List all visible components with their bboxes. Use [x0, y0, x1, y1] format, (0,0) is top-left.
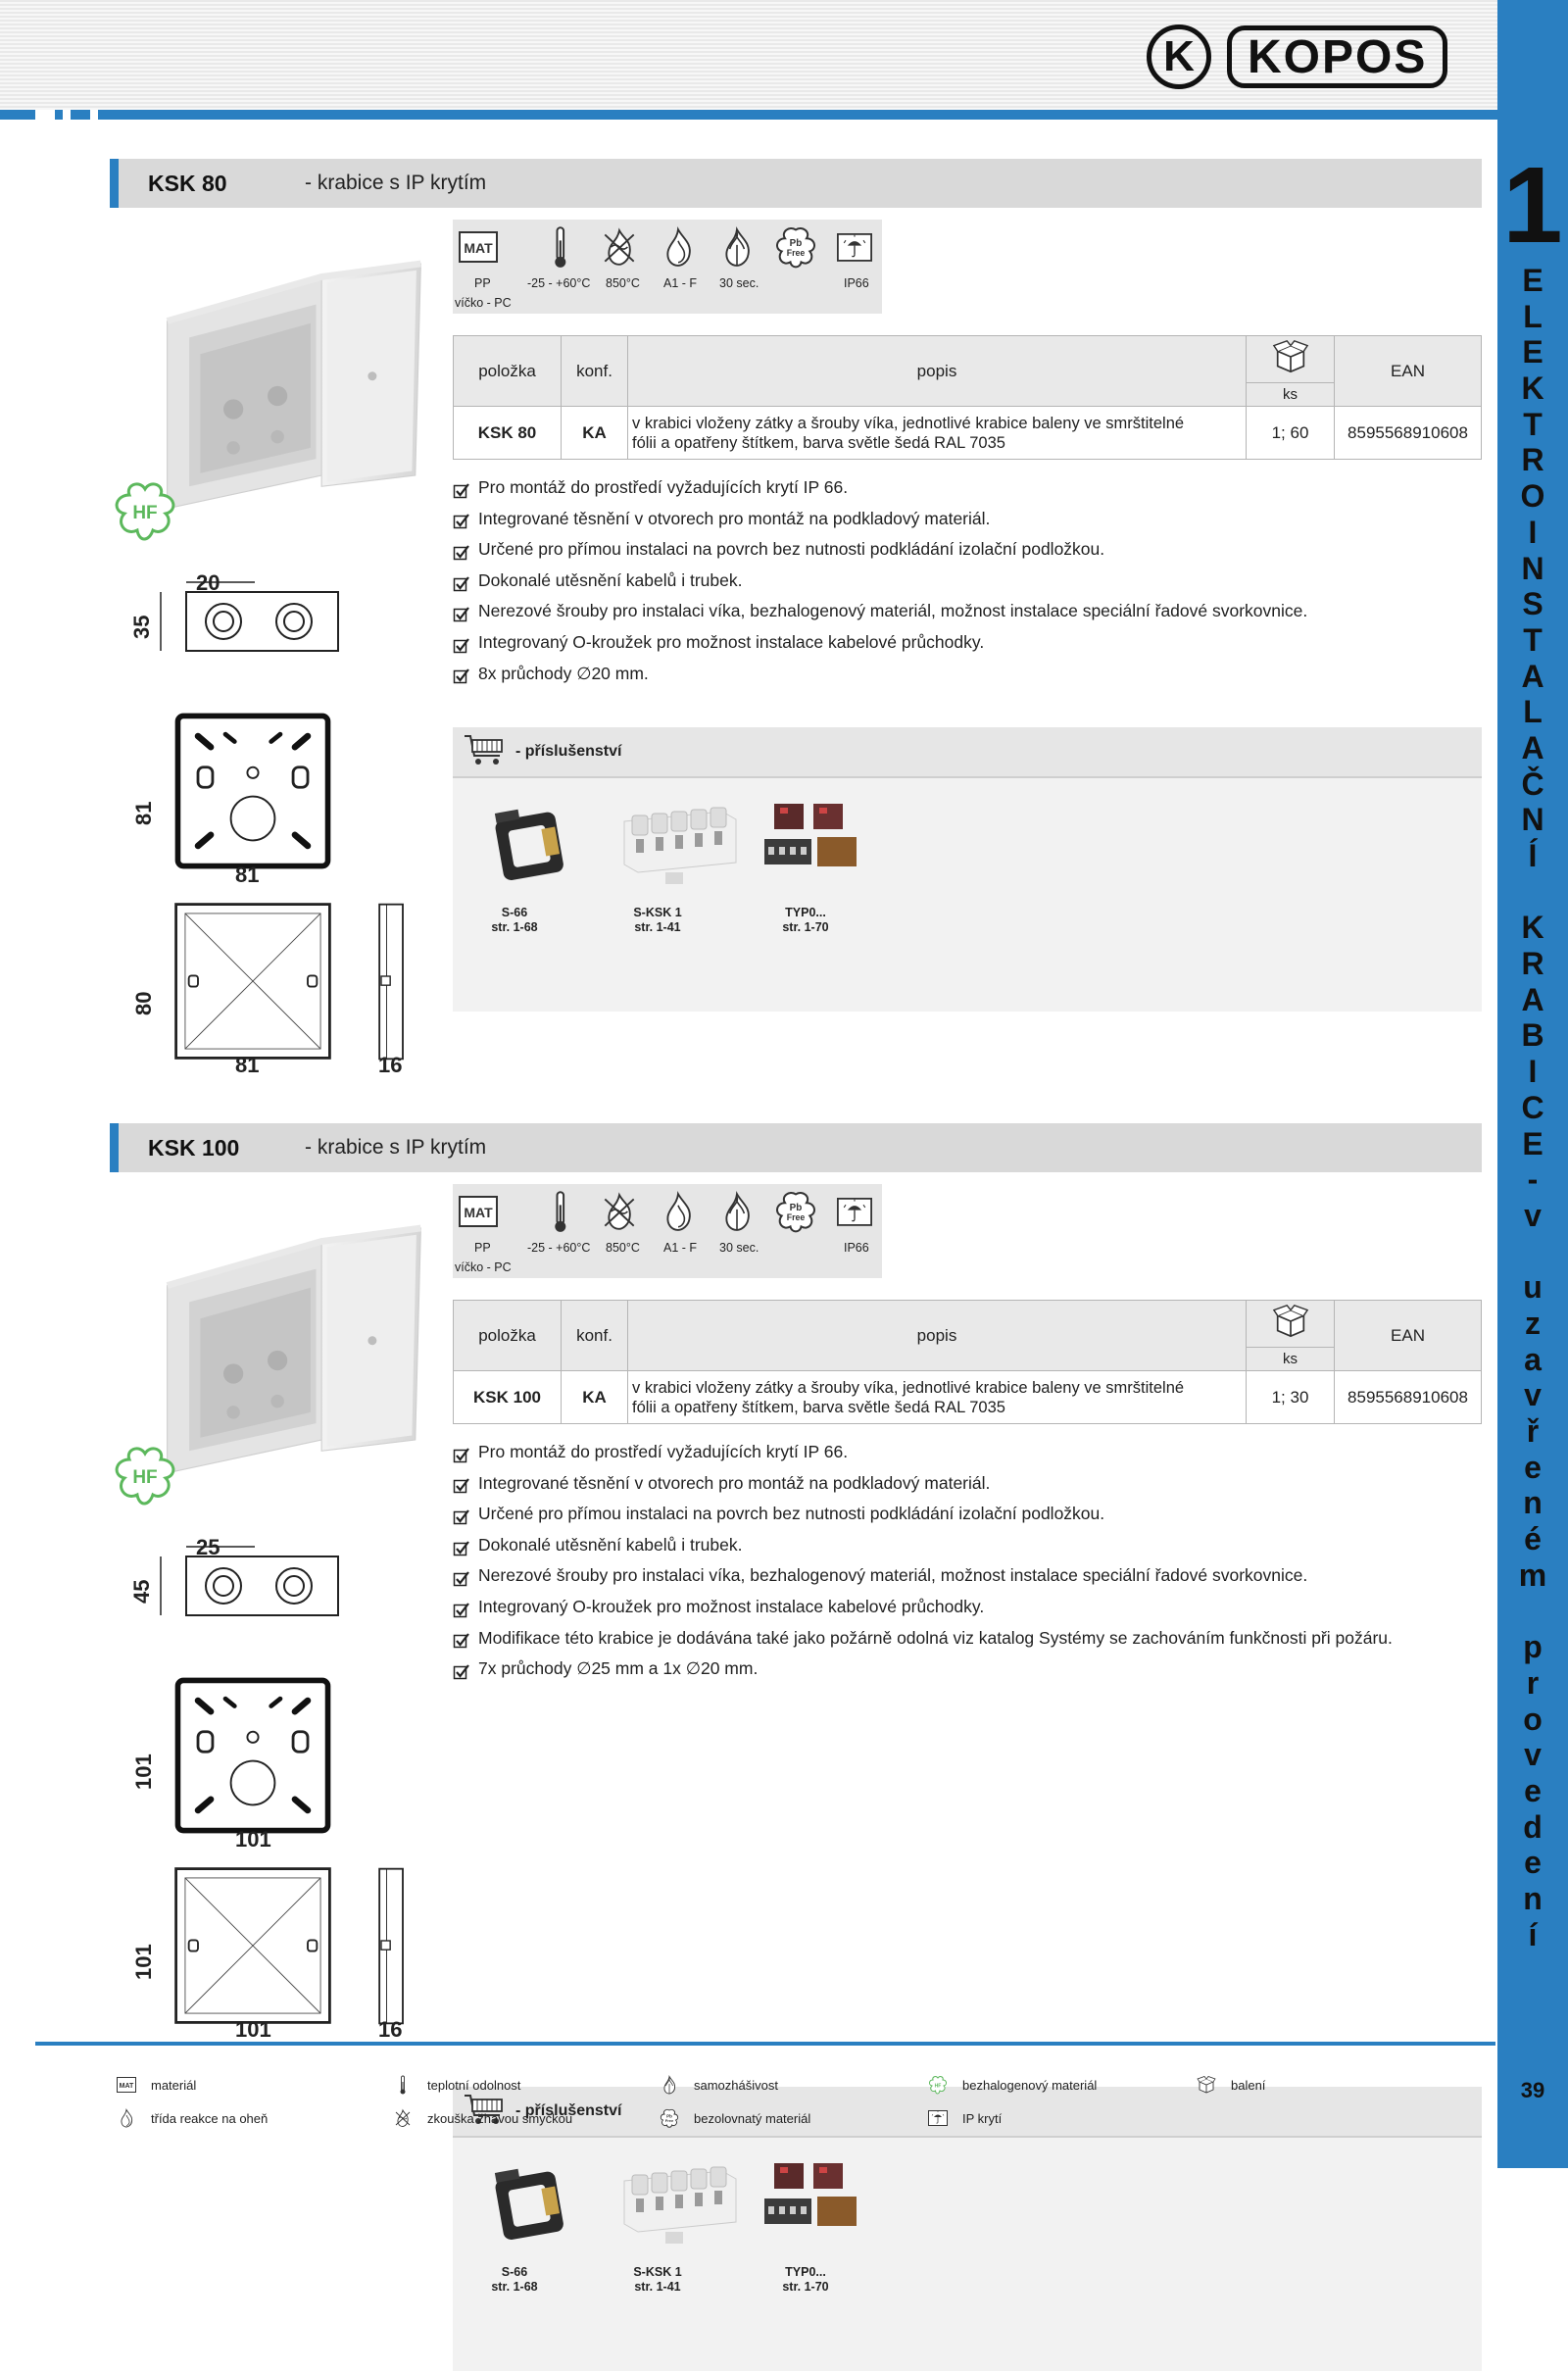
product-photo	[152, 1219, 436, 1489]
feature-text: Nerezové šrouby pro instalaci víka, bezhalogenový materiál, možnost instalace speciální řadové svorkovnice.	[478, 601, 1308, 621]
package-icon	[1272, 361, 1309, 379]
dim-lid-width-label: 81	[235, 1053, 260, 1077]
desc-line: v krabici vloženy zátky a šrouby víka, jednotlivé krabice baleny ve smrštitelné	[632, 1378, 1185, 1397]
drawing-depth-view	[372, 1865, 412, 2032]
feature-text: Integrované těsnění v otvorech pro montáž na podkladový materiál.	[478, 1472, 991, 1493]
drawing-lid-view	[171, 1863, 335, 2033]
chapter-letter: L	[1523, 694, 1543, 730]
svg-text:MAT: MAT	[464, 240, 493, 256]
dim-height-label: 35	[129, 615, 154, 639]
dim-side-label: 101	[131, 1754, 156, 1790]
chapter-letter	[1497, 1234, 1568, 1270]
halogen-free-icon	[927, 2076, 949, 2094]
legend-text: materiál	[151, 2077, 197, 2093]
glow-wire-icon	[600, 225, 639, 269]
accessory-name: S-66	[501, 906, 528, 919]
prop-lid-material: víčko - PC	[455, 1260, 512, 1274]
thermometer-icon	[541, 1190, 580, 1233]
checkbox-check-icon	[453, 541, 470, 559]
feature-text: Integrovaný O-kroužek pro možnost instalace kabelové průchodky.	[478, 1596, 985, 1616]
feature-text: Dokonalé utěsnění kabelů i trubek.	[478, 1534, 743, 1555]
legend-item	[116, 2109, 268, 2127]
hf-text: HF	[132, 503, 158, 523]
self-extinguish-icon	[659, 2076, 680, 2094]
accessories-title: - příslušenství	[515, 743, 622, 760]
chapter-letter: p	[1523, 1629, 1543, 1665]
checkbox-check-icon	[453, 1444, 470, 1461]
prop-fire-class: A1 - F	[663, 276, 698, 290]
cell-ean: 8595568910608	[1335, 1371, 1482, 1424]
accessory-name: S-KSK 1	[633, 906, 682, 919]
prop-material: PP	[474, 276, 491, 290]
feature-item	[453, 659, 1307, 690]
chapter-letter: u	[1523, 1269, 1543, 1306]
cart-icon	[463, 732, 506, 772]
th-desc: popis	[628, 336, 1247, 407]
checkbox-check-icon	[453, 634, 470, 652]
dim-hole-label: 20	[196, 570, 220, 595]
th-ks: ks	[1247, 1348, 1335, 1371]
desc-line: v krabici vloženy zátky a šrouby víka, jednotlivé krabice baleny ve smrštitelné	[632, 414, 1185, 432]
drawing-top-view	[171, 1673, 335, 1843]
chapter-letter: A	[1521, 981, 1544, 1017]
chapter-letter: E	[1522, 334, 1544, 370]
thermometer-icon	[392, 2076, 414, 2094]
feature-text: Pro montáž do prostředí vyžadujících krytí IP 66.	[478, 477, 849, 497]
dim-lid-side-label: 80	[131, 991, 156, 1015]
th-package	[1247, 1301, 1335, 1348]
thermometer-icon	[541, 225, 580, 269]
product-description: - krabice s IP krytím	[305, 172, 487, 194]
chapter-letter	[1497, 874, 1568, 911]
self-extinguish-icon	[717, 1190, 757, 1233]
accessories-body	[453, 2138, 1482, 2371]
drawing-lid-view	[171, 899, 335, 1068]
chapter-letter: n	[1523, 1880, 1543, 1916]
ip-icon	[835, 225, 874, 269]
legend-item	[1196, 2076, 1265, 2094]
legend-text: teplotní odolnost	[427, 2077, 521, 2093]
checkbox-check-icon	[453, 1506, 470, 1523]
cell-ks: 1; 30	[1247, 1371, 1335, 1424]
chapter-letter: e	[1524, 1772, 1542, 1808]
checkbox-check-icon	[453, 1660, 470, 1678]
flame-icon	[116, 2109, 137, 2127]
cell-desc	[628, 1371, 1247, 1424]
th-item: položka	[454, 336, 562, 407]
header-bar-gap	[63, 110, 71, 120]
prop-glow-wire: 850°C	[606, 276, 640, 290]
prop-fire-class: A1 - F	[663, 1241, 698, 1255]
drawing-top-view	[171, 709, 335, 878]
prop-self-extinguish: 30 sec.	[719, 276, 760, 290]
feature-item	[453, 534, 1307, 566]
prop-glow-wire: 850°C	[606, 1241, 640, 1255]
logo-k-mark: K	[1147, 25, 1211, 89]
lead-free-icon	[659, 2109, 680, 2127]
drawing-side-view	[137, 570, 353, 664]
accessory-label[interactable]	[747, 906, 864, 935]
ip-icon	[927, 2109, 949, 2127]
accessory-page-ref: str. 1-68	[491, 2280, 538, 2294]
checkbox-check-icon	[453, 603, 470, 620]
accessory-label[interactable]	[599, 2265, 716, 2295]
accessory-page-ref: str. 1-68	[491, 920, 538, 934]
chapter-letter: é	[1524, 1521, 1542, 1557]
accessory-name: TYP0...	[785, 2265, 826, 2279]
feature-text: Nerezové šrouby pro instalaci víka, bezhalogenový materiál, možnost instalace speciální řadové svorkovnice.	[478, 1565, 1308, 1586]
legend-item	[659, 2109, 810, 2127]
chapter-letter: K	[1521, 910, 1544, 946]
accessory-page-ref: str. 1-41	[634, 2280, 681, 2294]
package-icon	[1196, 2076, 1217, 2094]
chapter-letter: a	[1524, 1341, 1542, 1377]
feature-text: Modifikace této krabice je dodávána také jako požárně odolná viz katalog Systémy se zachováním funkčnosti při požáru.	[478, 1627, 1393, 1648]
flame-icon	[659, 1190, 698, 1233]
svg-text:Free: Free	[786, 1211, 806, 1222]
feature-item	[453, 1560, 1393, 1592]
chapter-title-vertical	[1497, 263, 1568, 1952]
svg-text:Pb: Pb	[789, 237, 803, 249]
chapter-letter: S	[1522, 586, 1544, 622]
th-conf: konf.	[562, 336, 628, 407]
prop-temperature: -25 - +60°C	[527, 1241, 591, 1255]
package-icon	[1272, 1325, 1309, 1344]
chapter-letter: B	[1521, 1017, 1544, 1054]
chapter-letter: ř	[1526, 1413, 1540, 1449]
svg-text:Pb: Pb	[666, 2113, 672, 2119]
product-table	[453, 1300, 1482, 1424]
chapter-letter: O	[1520, 478, 1545, 515]
feature-text: Pro montáž do prostředí vyžadujících krytí IP 66.	[478, 1442, 849, 1461]
chapter-letter	[1497, 1593, 1568, 1629]
chapter-letter: n	[1523, 1485, 1543, 1521]
chapter-letter: v	[1524, 1377, 1542, 1413]
legend-item	[392, 2076, 520, 2094]
accessories-panel	[453, 727, 1482, 1012]
accessory-image-sksk1[interactable]	[610, 798, 747, 891]
chapter-letter: C	[1521, 1089, 1544, 1125]
chapter-letter: I	[1528, 514, 1538, 550]
cell-conf: KA	[562, 407, 628, 460]
chapter-letter: r	[1526, 1664, 1540, 1701]
properties-strip	[453, 1184, 882, 1278]
prop-self-extinguish: 30 sec.	[719, 1241, 760, 1255]
page-number: 39	[1520, 2078, 1545, 2102]
product-code: KSK 100	[148, 1134, 240, 1161]
cell-desc	[628, 407, 1247, 460]
logo-wordmark: KOPOS	[1227, 25, 1447, 88]
chapter-letter: Í	[1528, 838, 1538, 873]
chapter-letter: I	[1528, 1054, 1538, 1090]
chapter-number: 1	[1502, 145, 1563, 266]
dim-depth-label: 16	[378, 2017, 403, 2042]
chapter-letter: í	[1528, 1916, 1538, 1952]
accessory-label[interactable]	[599, 906, 716, 935]
product-code: KSK 80	[148, 170, 227, 196]
chapter-letter: E	[1522, 1125, 1544, 1161]
feature-item	[453, 596, 1307, 627]
legend-text: balení	[1231, 2077, 1266, 2093]
product-table	[453, 335, 1482, 460]
checkbox-check-icon	[453, 665, 470, 682]
cell-ean: 8595568910608	[1335, 407, 1482, 460]
properties-strip	[453, 220, 882, 314]
chapter-letter: v	[1524, 1737, 1542, 1773]
kopos-logo	[1147, 22, 1447, 92]
checkbox-check-icon	[453, 1537, 470, 1555]
halogen-free-badge	[112, 481, 178, 542]
header-bar-gap	[90, 110, 98, 120]
chapter-letter: N	[1521, 550, 1544, 586]
th-conf: konf.	[562, 1301, 628, 1371]
chapter-letter: N	[1521, 802, 1544, 838]
section-title-bar	[110, 1123, 1482, 1172]
feature-item	[453, 1654, 1393, 1685]
checkbox-check-icon	[453, 1629, 470, 1647]
section-title-bar	[110, 159, 1482, 208]
mat-icon	[116, 2076, 137, 2094]
svg-text:HF: HF	[934, 2083, 942, 2090]
chapter-letter: d	[1523, 1808, 1543, 1845]
accessory-label[interactable]	[456, 906, 573, 935]
chapter-letter: -	[1527, 1161, 1539, 1198]
feature-item	[453, 472, 1307, 504]
feature-text: Určené pro přímou instalaci na povrch bez nutnosti podkládání izolační podložkou.	[478, 1504, 1105, 1524]
th-ean: EAN	[1335, 1301, 1482, 1371]
dim-width-label: 81	[235, 863, 260, 887]
header-bar-gap	[35, 110, 55, 120]
feature-list	[453, 1437, 1393, 1685]
checkbox-check-icon	[453, 1474, 470, 1492]
mat-icon	[459, 225, 498, 269]
lead-free-icon	[776, 225, 815, 269]
legend-text: bezolovnatý materiál	[694, 2110, 811, 2126]
chapter-letter: o	[1523, 1701, 1543, 1737]
accessories-header	[453, 727, 1482, 778]
feature-text: 7x průchody ∅25 mm a 1x ∅20 mm.	[478, 1658, 759, 1679]
header-accent-bar	[0, 110, 1497, 120]
accessory-page-ref: str. 1-41	[634, 920, 681, 934]
feature-text: Integrované těsnění v otvorech pro montáž na podkladový materiál.	[478, 508, 991, 528]
dim-lid-side-label: 101	[131, 1944, 156, 1980]
legend-item	[927, 2109, 1002, 2127]
drawing-side-view	[137, 1535, 353, 1628]
svg-text:MAT: MAT	[464, 1205, 493, 1220]
chapter-letter: T	[1523, 406, 1543, 442]
prop-material: PP	[474, 1241, 491, 1255]
prop-lid-material: víčko - PC	[455, 296, 512, 310]
checkbox-check-icon	[453, 1567, 470, 1585]
feature-text: Integrovaný O-kroužek pro možnost instalace kabelové průchodky.	[478, 631, 985, 652]
legend-text: bezhalogenový materiál	[962, 2077, 1098, 2093]
feature-item	[453, 1592, 1393, 1623]
cell-item: KSK 80	[454, 407, 562, 460]
legend-text: třída reakce na oheň	[151, 2110, 269, 2126]
flame-icon	[659, 225, 698, 269]
legend-item	[659, 2076, 778, 2094]
prop-ip: IP66	[844, 1241, 869, 1255]
chapter-letter: K	[1521, 370, 1544, 407]
legend-item	[116, 2076, 196, 2094]
feature-text: Dokonalé utěsnění kabelů i trubek.	[478, 569, 743, 590]
desc-line: fólii a opatřeny štítkem, barva světle šedá RAL 7035	[632, 1398, 1005, 1416]
legend-item	[392, 2109, 572, 2127]
th-item: položka	[454, 1301, 562, 1371]
cell-conf: KA	[562, 1371, 628, 1424]
th-ks: ks	[1247, 383, 1335, 407]
feature-item	[453, 1468, 1393, 1500]
feature-item	[453, 1499, 1393, 1530]
chapter-letter: A	[1521, 658, 1544, 694]
svg-text:Free: Free	[664, 2118, 674, 2123]
legend-item	[927, 2076, 1097, 2094]
dim-height-label: 45	[129, 1579, 154, 1604]
accessory-label[interactable]	[456, 2265, 573, 2295]
th-desc: popis	[628, 1301, 1247, 1371]
svg-text:MAT: MAT	[119, 2083, 134, 2090]
accessory-name: S-66	[501, 2265, 528, 2279]
dim-side-label: 81	[131, 801, 156, 825]
svg-text:Free: Free	[786, 247, 806, 258]
accessory-image-s66[interactable]	[472, 798, 590, 891]
chapter-letter: z	[1525, 1305, 1541, 1341]
legend-text: zkouška žhavou smyčkou	[427, 2110, 573, 2126]
checkbox-check-icon	[453, 479, 470, 497]
feature-item	[453, 1623, 1393, 1655]
prop-ip: IP66	[844, 276, 869, 290]
dim-depth-label: 16	[378, 1053, 403, 1077]
footer-divider	[35, 2042, 1495, 2046]
chapter-letter: E	[1522, 263, 1544, 298]
ip-icon	[835, 1190, 874, 1233]
feature-text: 8x průchody ∅20 mm.	[478, 663, 649, 683]
prop-temperature: -25 - +60°C	[527, 276, 591, 290]
th-package	[1247, 336, 1335, 383]
dim-lid-width-label: 101	[235, 2017, 271, 2042]
hf-text: HF	[132, 1467, 158, 1488]
accessory-name: S-KSK 1	[633, 2265, 682, 2279]
accessories-title: - příslušenství	[515, 2102, 622, 2119]
feature-item	[453, 566, 1307, 597]
product-description: - krabice s IP krytím	[305, 1136, 487, 1159]
mat-icon	[459, 1190, 498, 1233]
cell-ks: 1; 60	[1247, 407, 1335, 460]
legend-text: IP krytí	[962, 2110, 1003, 2126]
feature-list	[453, 472, 1307, 689]
self-extinguish-icon	[717, 225, 757, 269]
legend-text: samozhášivost	[694, 2077, 778, 2093]
checkbox-check-icon	[453, 510, 470, 527]
drawing-depth-view	[372, 901, 412, 1067]
chapter-letter: A	[1521, 729, 1544, 766]
chapter-letter: v	[1524, 1197, 1542, 1233]
th-ean: EAN	[1335, 336, 1482, 407]
accessory-image-typ0[interactable]	[752, 798, 869, 891]
accessory-page-ref: str. 1-70	[782, 2280, 829, 2294]
dim-hole-label: 25	[196, 1535, 220, 1559]
feature-item	[453, 627, 1307, 659]
cell-item: KSK 100	[454, 1371, 562, 1424]
chapter-letter: e	[1524, 1449, 1542, 1485]
halogen-free-badge	[112, 1446, 178, 1507]
chapter-letter: T	[1523, 621, 1543, 658]
accessories-panel	[453, 2087, 1482, 2371]
accessory-image-s66[interactable]	[472, 2157, 590, 2250]
lead-free-icon	[776, 1190, 815, 1233]
accessory-label[interactable]	[747, 2265, 864, 2295]
checkbox-check-icon	[453, 572, 470, 590]
dim-width-label: 101	[235, 1827, 271, 1852]
checkbox-check-icon	[453, 1599, 470, 1616]
accessory-page-ref: str. 1-70	[782, 920, 829, 934]
accessory-image-typ0[interactable]	[752, 2157, 869, 2250]
chapter-letter: R	[1521, 946, 1544, 982]
chapter-letter: R	[1521, 442, 1544, 478]
chapter-letter: m	[1518, 1556, 1547, 1593]
chapter-letter: Č	[1521, 766, 1544, 802]
desc-line: fólii a opatřeny štítkem, barva světle šedá RAL 7035	[632, 433, 1005, 452]
accessory-name: TYP0...	[785, 906, 826, 919]
svg-text:Pb: Pb	[789, 1202, 803, 1213]
product-photo	[152, 255, 436, 524]
accessory-image-sksk1[interactable]	[610, 2157, 747, 2250]
feature-item	[453, 504, 1307, 535]
feature-item	[453, 1437, 1393, 1468]
feature-text: Určené pro přímou instalaci na povrch bez nutnosti podkládání izolační podložkou.	[478, 539, 1105, 560]
glow-wire-icon	[600, 1190, 639, 1233]
chapter-letter: L	[1523, 298, 1543, 334]
glow-wire-icon	[392, 2109, 414, 2127]
accessories-body	[453, 778, 1482, 1012]
chapter-letter: e	[1524, 1845, 1542, 1881]
feature-item	[453, 1530, 1393, 1561]
